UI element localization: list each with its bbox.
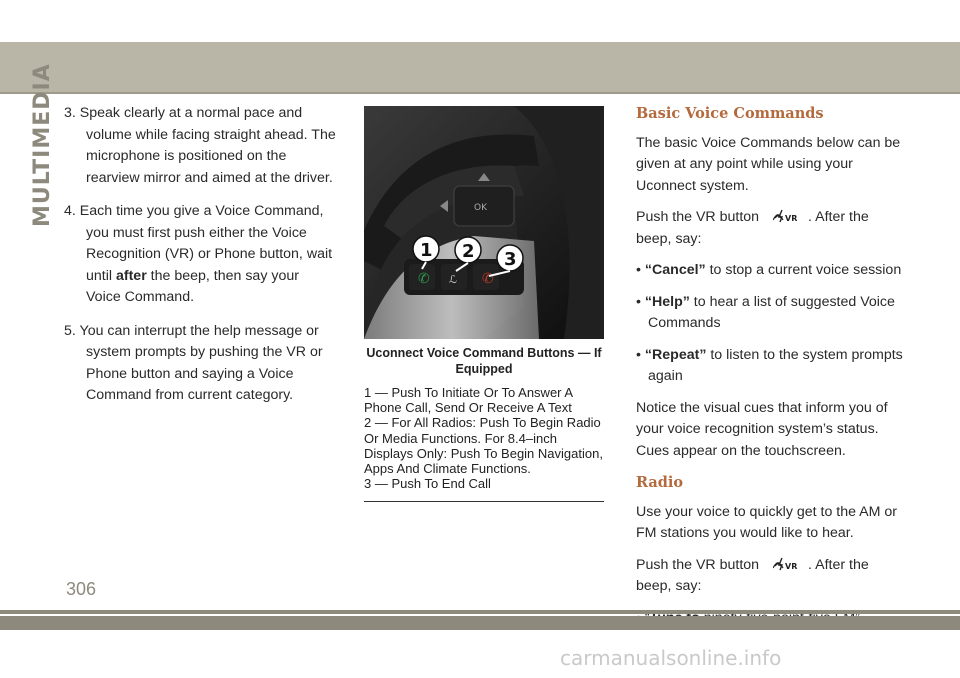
section-side-label: MULTIMEDIA (30, 63, 55, 227)
svg-text:VR: VR (785, 561, 798, 571)
header-bar (0, 42, 960, 92)
step-5: 5. You can interrupt the help message or system prompts by pushing the VR or Phone button and saying a Voice Command from current category. (64, 322, 323, 403)
radio-heading: Radio (636, 474, 684, 491)
vr-button-icon (773, 209, 803, 223)
step-3: 3. Speak clearly at a normal pace and volume while facing straight ahead. The microphone is positioned on the rearview mirror and aimed at the driver. (64, 105, 336, 186)
command-item: • “Repeat” to listen to the system prompts again (636, 346, 903, 384)
svg-text:✆: ✆ (418, 271, 430, 287)
caption-divider (364, 501, 604, 502)
callout-1: 1 (420, 240, 433, 261)
steering-wheel-illustration (364, 106, 604, 339)
caption-item: 1 — Push To Initiate Or To Answer A Phone Call, Send Or Receive A Text (364, 385, 573, 416)
step-4: 4. Each time you give a Voice Command, you must first push either the Voice Recognition (VR) or Phone button, wait until after the beep, then say your Voice Command. (64, 203, 333, 305)
basic-notice: Notice the visual cues that inform you of your voice recognition system’s status. Cues appear on the touchscreen. (636, 399, 888, 459)
radio-intro: Use your voice to quickly get to the AM or FM stations you would like to hear. (636, 503, 898, 541)
steering-wheel-photo (364, 106, 604, 339)
watermark: carmanualsonline.info (560, 646, 782, 670)
top-margin (0, 0, 960, 42)
page-number: 306 (66, 579, 97, 599)
commands-column (636, 103, 906, 639)
command-item: • “Help” to hear a list of suggested Voice Commands (636, 293, 895, 331)
figure-caption-list (364, 385, 604, 491)
radio-push-vr: Push the VR button VR . After the beep, say: (636, 556, 869, 594)
header-rule (0, 92, 960, 94)
command-item: • “Cancel” to stop a current voice session (636, 262, 902, 278)
callout-3: 3 (504, 249, 517, 270)
basic-push-vr: Push the VR button VR . After the beep, say: (636, 209, 869, 247)
svg-text:ℒ: ℒ (449, 273, 457, 286)
caption-item: 3 — Push To End Call (364, 476, 491, 492)
steps-column (64, 103, 336, 419)
vr-button-icon (773, 557, 803, 571)
svg-text:OK: OK (474, 203, 487, 213)
svg-text:✆: ✆ (482, 271, 494, 287)
basic-voice-commands-heading: Basic Voice Commands (636, 105, 824, 122)
callout-2: 2 (462, 241, 475, 262)
footer-bar (0, 616, 960, 630)
svg-text:VR: VR (785, 214, 798, 223)
footer-rule (0, 610, 960, 614)
basic-intro: The basic Voice Commands below can be given at any point while using your Uconnect system. (636, 134, 901, 194)
caption-item: 2 — For All Radios: Push To Begin Radio Or Media Functions. For 8.4–inch Displays Only: Push To Begin Navigation, Apps And Climate Functions. (364, 415, 603, 477)
emphasis-after: after (115, 267, 147, 284)
figure-caption-title: Uconnect Voice Command Buttons — If Equipped (366, 346, 602, 376)
